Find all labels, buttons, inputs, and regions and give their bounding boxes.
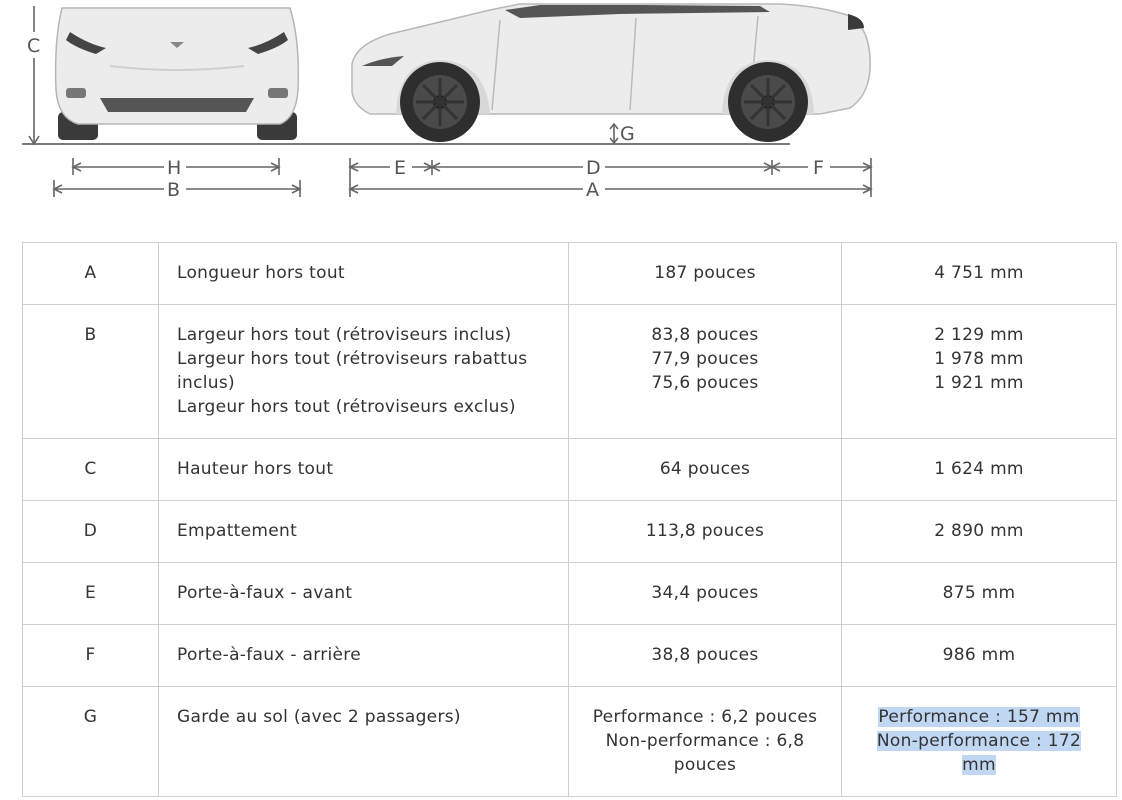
dimension-description-cell xyxy=(159,563,569,625)
dimension-mm xyxy=(860,581,1098,605)
dimension-inches-text: Performance : 6,2 pouces xyxy=(592,707,818,727)
dimension-mm-cell xyxy=(842,563,1117,625)
dimension-inches-cell xyxy=(569,439,842,501)
dimension-description xyxy=(177,705,550,729)
dimension-label-b: B xyxy=(167,179,181,201)
dimension-description-text: Porte-à-faux - avant xyxy=(177,583,353,603)
dimension-inches-cell xyxy=(569,687,842,797)
car-side-view-illustration xyxy=(352,4,870,142)
dimension-inches xyxy=(587,581,823,605)
dimension-label-d: D xyxy=(586,157,601,179)
table-row xyxy=(23,439,1117,501)
dimension-code-cell: E xyxy=(23,563,159,625)
dimension-description-cell xyxy=(159,243,569,305)
table-row xyxy=(23,563,1117,625)
dimension-inches xyxy=(587,371,823,395)
dimension-description-cell xyxy=(159,439,569,501)
dimension-inches-cell xyxy=(569,305,842,439)
dimension-inches-cell xyxy=(569,625,842,687)
table-row xyxy=(23,625,1117,687)
dimension-code-cell: B xyxy=(23,305,159,439)
dimension-inches-text: 83,8 pouces xyxy=(651,325,759,345)
dimension-description-text: Empattement xyxy=(177,521,298,541)
dimension-inches-text: 77,9 pouces xyxy=(651,349,759,369)
dimension-code-cell: D xyxy=(23,501,159,563)
dimension-label-a: A xyxy=(586,179,599,201)
dimension-description-text: Largeur hors tout (rétroviseurs rabattus inclus) xyxy=(177,349,528,393)
dimension-mm-cell xyxy=(842,305,1117,439)
dimension-description-cell xyxy=(159,501,569,563)
dimension-label-g: G xyxy=(620,123,635,145)
dimension-code-cell: A xyxy=(23,243,159,305)
dimension-inches xyxy=(587,729,823,777)
dimension-mm-cell xyxy=(842,687,1117,797)
dimension-inches xyxy=(587,347,823,371)
dimension-inches-text: 38,8 pouces xyxy=(651,645,759,665)
dimension-mm-text: 2 890 mm xyxy=(934,521,1024,541)
dimension-mm-cell xyxy=(842,625,1117,687)
dimension-mm-text: Performance : 157 mm xyxy=(878,707,1080,727)
dimension-inches-text: 64 pouces xyxy=(659,459,751,479)
dimension-description-text: Largeur hors tout (rétroviseurs inclus) xyxy=(177,325,512,345)
dimension-label-h: H xyxy=(167,157,182,179)
dimension-description-cell xyxy=(159,687,569,797)
dimension-description xyxy=(177,347,550,395)
dimension-mm-text: 4 751 mm xyxy=(934,263,1024,283)
table-row xyxy=(23,243,1117,305)
dimension-label-f: F xyxy=(813,157,824,179)
dimension-inches xyxy=(587,519,823,543)
dimension-description-text: Hauteur hors tout xyxy=(177,459,334,479)
dimension-inches xyxy=(587,261,823,285)
dimension-description xyxy=(177,261,550,285)
dimension-mm xyxy=(860,457,1098,481)
dimension-inches xyxy=(587,643,823,667)
dimension-description-cell xyxy=(159,305,569,439)
dimension-inches-cell xyxy=(569,563,842,625)
dimension-code-cell: F xyxy=(23,625,159,687)
table-row xyxy=(23,501,1117,563)
dimension-code-cell: C xyxy=(23,439,159,501)
dimension-description-cell xyxy=(159,625,569,687)
dimension-inches-text: 34,4 pouces xyxy=(651,583,759,603)
dimension-mm-text: 1 624 mm xyxy=(934,459,1024,479)
dimension-label-e: E xyxy=(394,157,407,179)
dimension-mm xyxy=(860,261,1098,285)
dimension-mm-text: Non-performance : 172 mm xyxy=(876,731,1082,775)
dimension-mm-cell xyxy=(842,439,1117,501)
dimension-inches xyxy=(587,705,823,729)
table-row xyxy=(23,687,1117,797)
dimension-description-text: Garde au sol (avec 2 passagers) xyxy=(177,707,461,727)
dimension-inches-text: Non-performance : 6,8 pouces xyxy=(605,731,805,775)
dimension-code-cell: G xyxy=(23,687,159,797)
dimension-inches-cell xyxy=(569,501,842,563)
dimension-description xyxy=(177,395,550,419)
dimension-mm xyxy=(860,371,1098,395)
dimension-mm-text: 875 mm xyxy=(942,583,1016,603)
dimension-mm-text: 2 129 mm xyxy=(934,325,1024,345)
dimension-description xyxy=(177,519,550,543)
dimension-description xyxy=(177,457,550,481)
dimension-mm xyxy=(860,519,1098,543)
dimension-mm-text: 1 978 mm xyxy=(934,349,1024,369)
dimension-label-c: C xyxy=(27,35,41,57)
dimension-inches-text: 113,8 pouces xyxy=(645,521,765,541)
dimension-mm-cell xyxy=(842,243,1117,305)
dimension-mm xyxy=(860,323,1098,347)
dimension-description xyxy=(177,581,550,605)
vehicle-dimensions-diagram xyxy=(0,0,1122,210)
dimension-description-text: Porte-à-faux - arrière xyxy=(177,645,361,665)
dimension-description-text: Largeur hors tout (rétroviseurs exclus) xyxy=(177,397,516,417)
dimension-mm xyxy=(860,705,1098,729)
dimension-description-text: Longueur hors tout xyxy=(177,263,345,283)
dimension-description xyxy=(177,643,550,667)
dimension-mm xyxy=(860,729,1098,777)
dimension-inches-cell xyxy=(569,243,842,305)
dimension-inches-text: 187 pouces xyxy=(654,263,756,283)
dimension-description xyxy=(177,323,550,347)
dimension-inches xyxy=(587,323,823,347)
table-row xyxy=(23,305,1117,439)
dimension-mm xyxy=(860,347,1098,371)
dimension-mm-text: 1 921 mm xyxy=(934,373,1024,393)
dimension-mm xyxy=(860,643,1098,667)
dimension-inches xyxy=(587,457,823,481)
dimension-mm-text: 986 mm xyxy=(942,645,1016,665)
car-front-view-illustration xyxy=(56,8,299,140)
dimension-mm-cell xyxy=(842,501,1117,563)
dimension-inches-text: 75,6 pouces xyxy=(651,373,759,393)
dimensions-table xyxy=(22,242,1117,797)
